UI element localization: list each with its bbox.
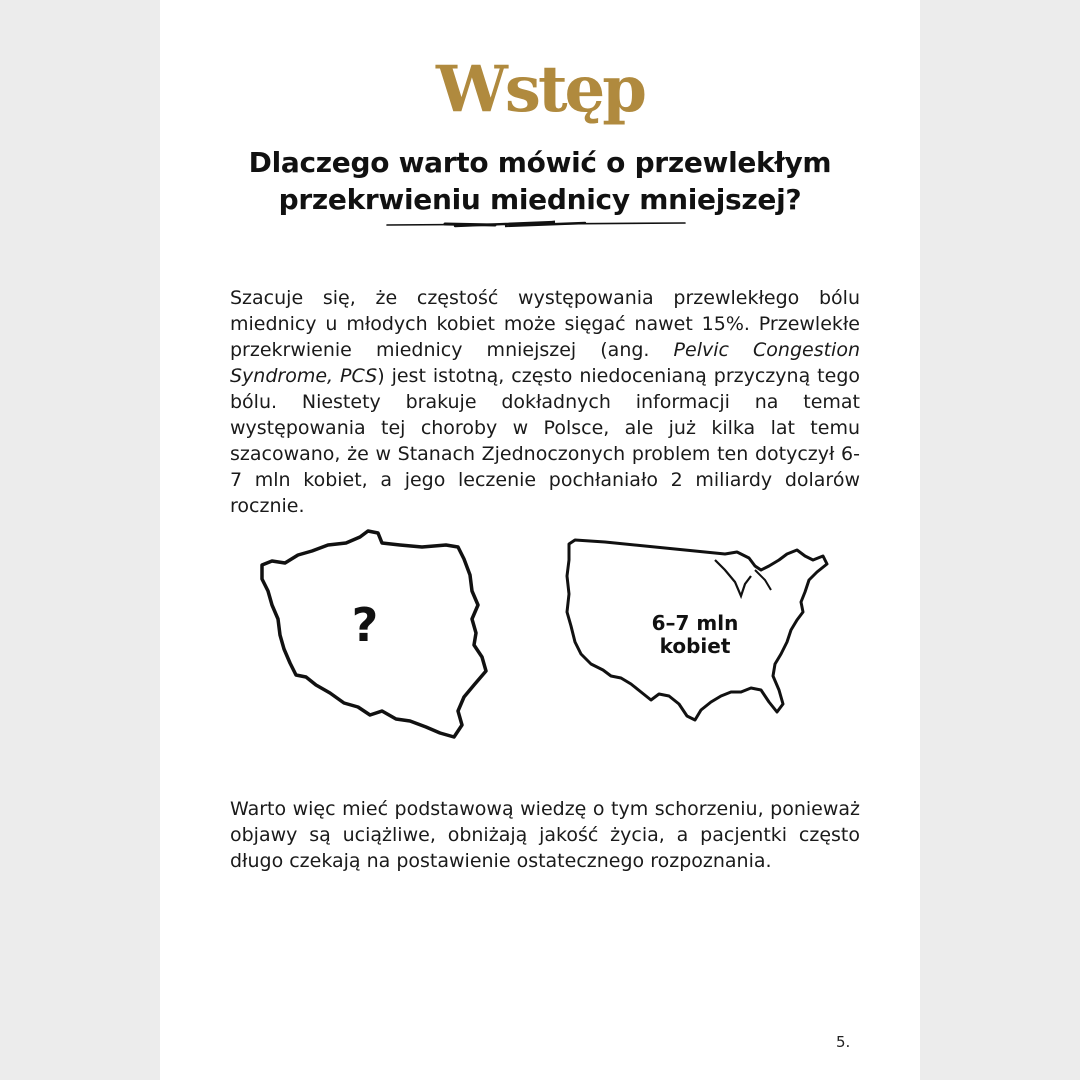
page-subtitle — [200, 144, 880, 218]
subtitle-line-2: przekrwieniu miednicy mniejszej? — [278, 183, 802, 216]
usa-map-label — [630, 612, 760, 658]
poland-map-label: ? — [351, 598, 379, 652]
intro-paragraph — [230, 285, 860, 519]
page-number: 5. — [836, 1033, 851, 1051]
intro-text-part2: ) jest istotną, często niedocenianą przyczyną tego bólu. Niestety brakuje dokładnych informacji na temat występowania tej choroby w Polsce, ale już kilka lat temu szacowano, że w Stanach Zjednoczonych problem ten dotyczył 6-7 mln kobiet, a jego leczenie pochłaniało 2 miliardy dolarów rocznie. — [230, 365, 861, 517]
usa-label-line-1: 6–7 mln — [651, 611, 739, 635]
intro-text-italic: Pelvic Congestion Syndrome, PCS — [230, 339, 860, 387]
subtitle-line-1: Dlaczego warto mówić o przewlekłym — [248, 146, 832, 179]
brush-underline — [385, 214, 695, 234]
document-page — [160, 0, 920, 1080]
closing-paragraph: Warto więc mieć podstawową wiedzę o tym schorzeniu, ponieważ objawy są uciążliwe, obniżają jakość życia, a pacjentki często długo czekają na postawienie ostatecznego rozpoznania. — [230, 798, 860, 872]
intro-text-part1: Szacuje się, że częstość występowania przewlekłego bólu miednicy u młodych kobiet może sięgać nawet 15%. Przewlekłe przekrwienie miednicy mniejszej (ang. — [230, 287, 860, 361]
usa-label-line-2: kobiet — [659, 634, 731, 658]
page-title: Wstęp — [436, 52, 644, 127]
